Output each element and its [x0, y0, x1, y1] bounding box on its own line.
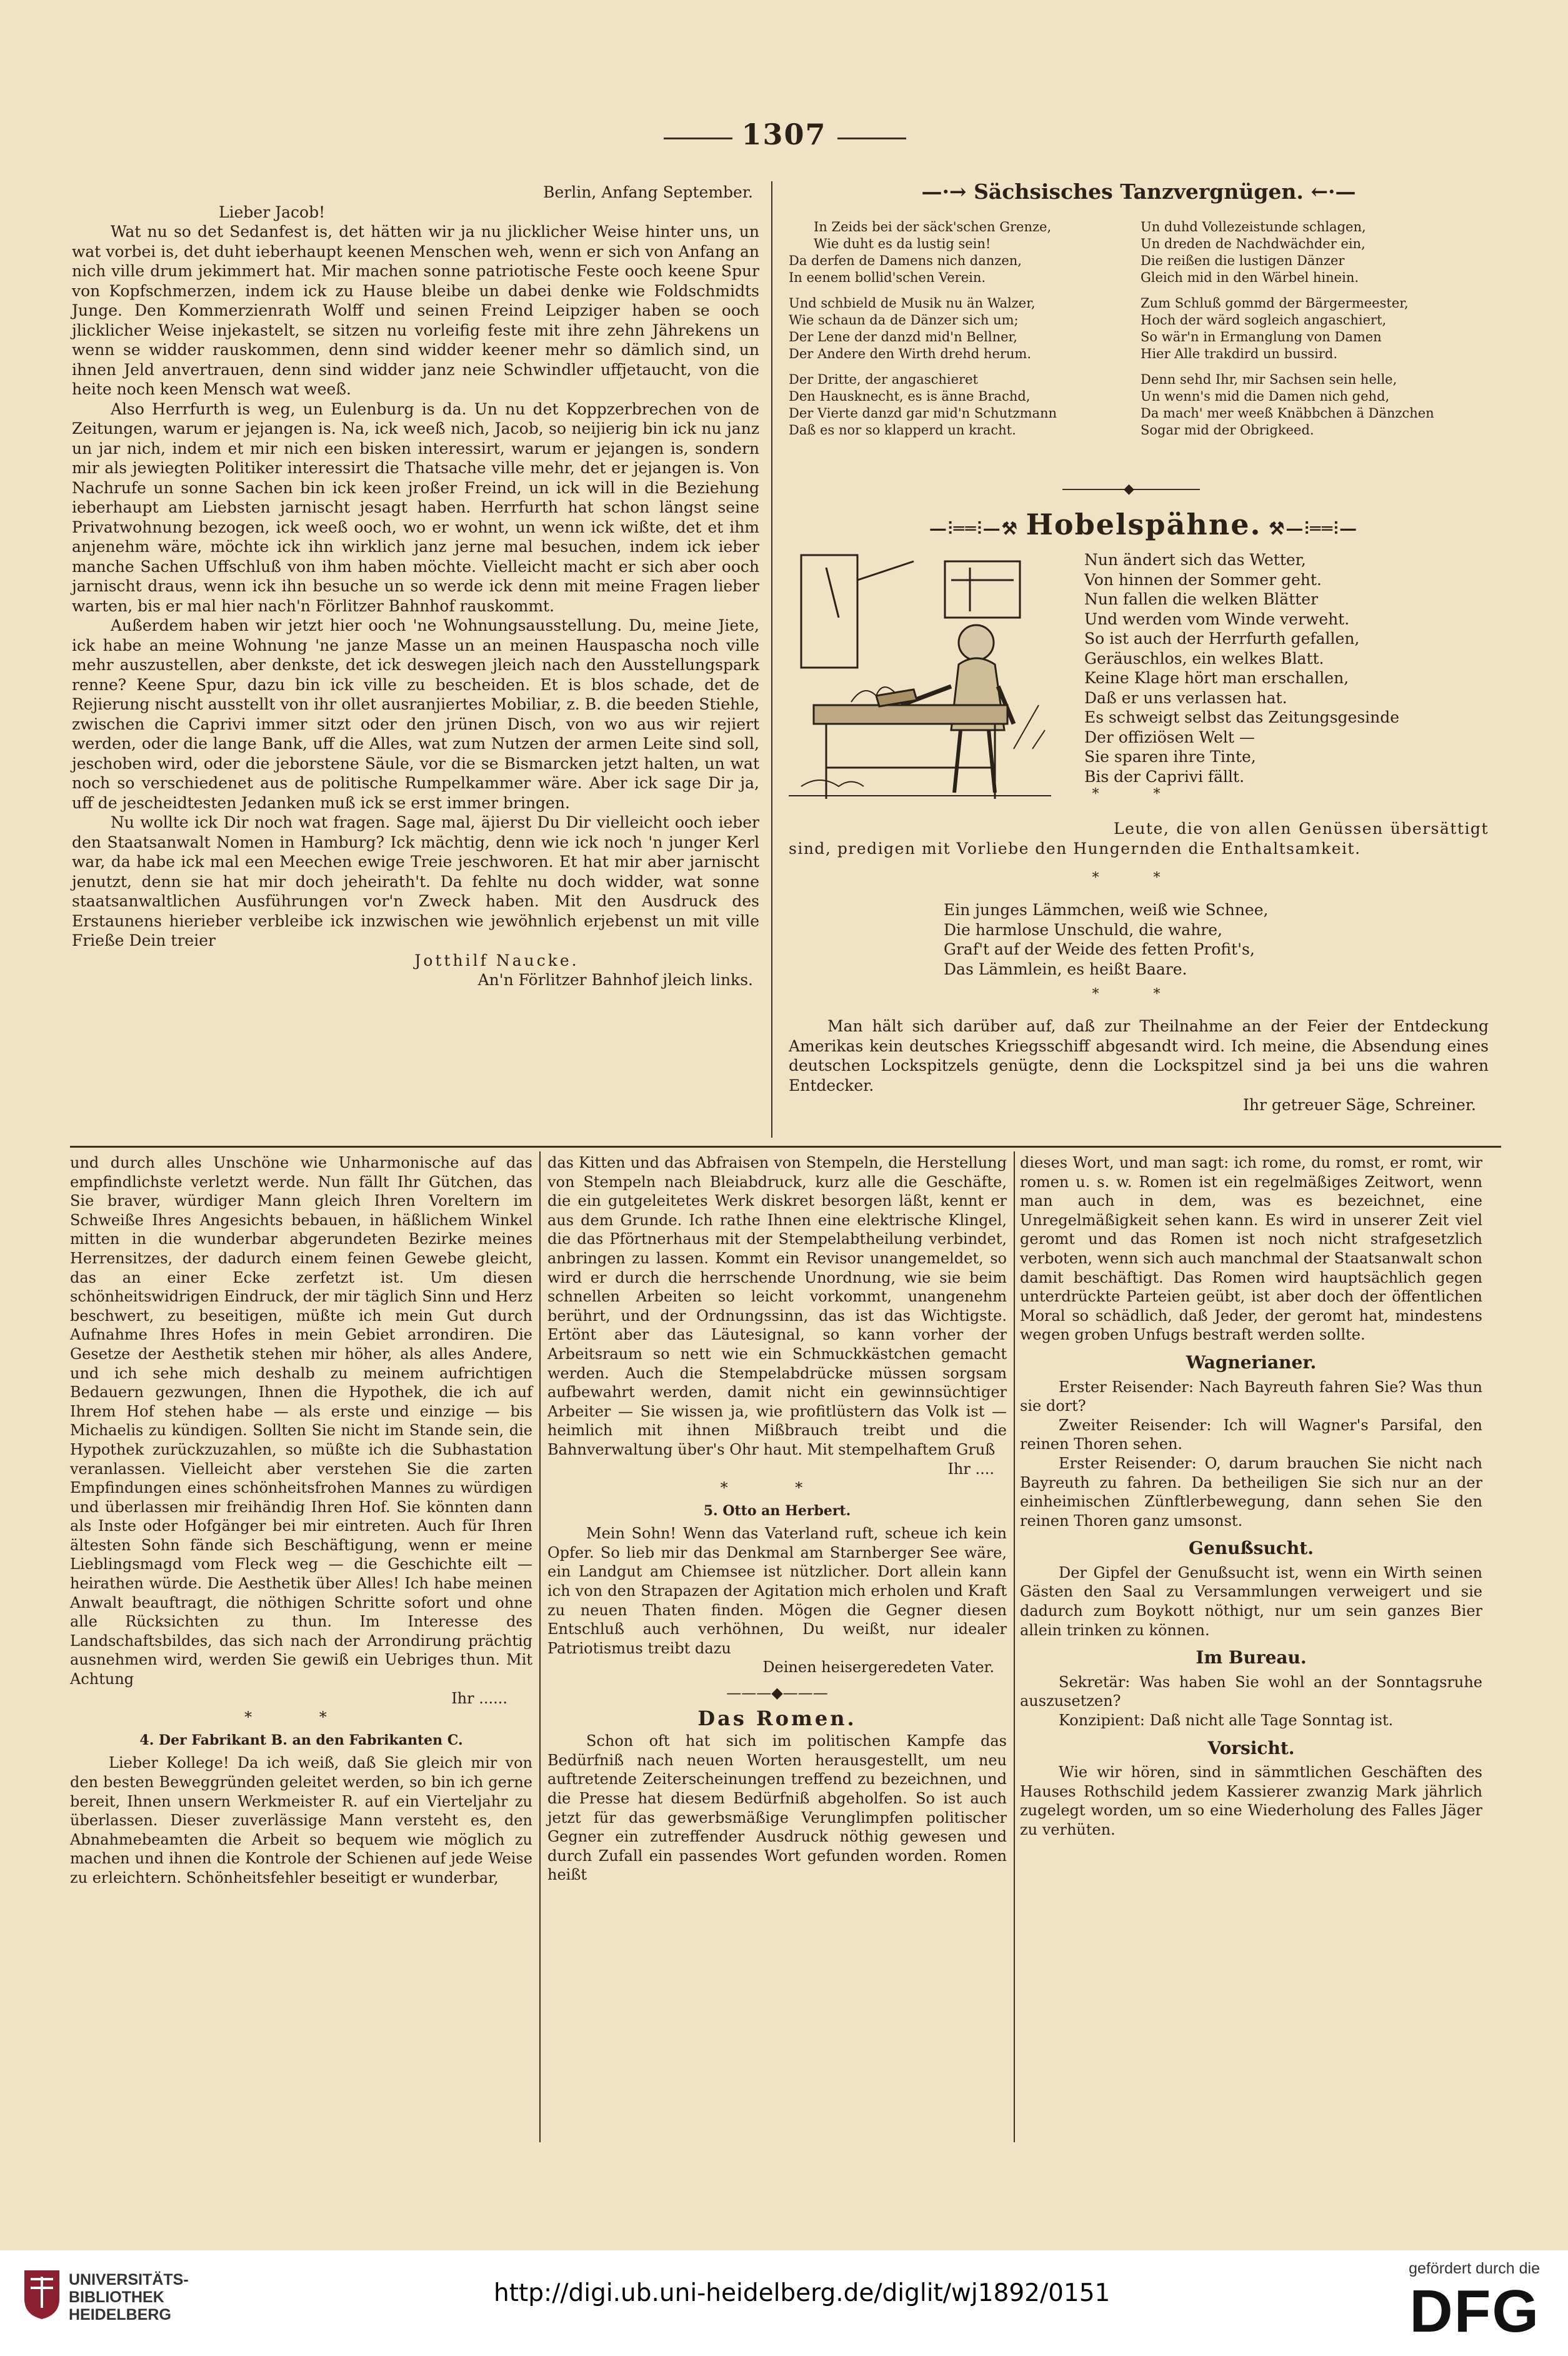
- illus-head: [959, 625, 994, 660]
- tanz-s5-l4: Hier Alle trakdird un bussird.: [1141, 346, 1338, 361]
- column-1: [70, 1153, 532, 1888]
- section-divider: [70, 1146, 1501, 1148]
- hobel-line-3: Nun fallen die welken Blätter: [1084, 590, 1319, 608]
- header-rule-right: [837, 138, 906, 139]
- col3-paragraph-1: dieses Wort, und man sagt: ich rome, du romst, er romt, wir romen u. s. w. Romen ist ein regelmäßiges Zeitwort, wenn man auch in dem, was es bezeichnet, eine Unregelmäßigkeit sehen kann. Es wird in unserer Zeit viel geromt und das Romen ist noch nicht strafgesetzlich verboten, wenn sich auch manchmal der Staatsanwalt schon damit beschäftigt. Das Romen wird hauptsächlich gegen unterdrückte Parteien geübt, ist aber doch der öffentlichen Moral so schädlich, daß Jeder, der geromt hat, mindestens wegen groben Unfugs bestraft werden sollte.: [1020, 1154, 1482, 1344]
- col1-paragraph-1: und durch alles Unschöne wie Unharmonische auf das empfindlichste verletzt werde. Nun fällt Ihr Gütchen, das Sie braver, würdiger Mann gleich Ihren Voreltern im Schweiße Ihres Angesichts bebauen, in häßlichem Winkel mitten in die wunderbar abgerundeten Bezirke meines Herrensitzes, der dadurch einem feinen Gewebe gleicht, das an einer Ecke zerfetzt ist. Um diesen schönheitswidrigen Eindruck, der mir täglich Sinn und Herz beschwert, zu beseitigen, müßte ich mein Gut durch Aufnahme Ihres Hofes in mein Gebiet arrondiren. Die Gesetze der Aesthetik stehen mir höher, als alles Andere, und ich sehe mich deshalb zu meinem aufrichtigen Bedauern gezwungen, Ihnen die Hypothek, die ich auf Ihrem Hof stehen habe — als erste und einzige — bis Michaelis zu kündigen. Sollten Sie nicht im Stande sein, die Hypothek zurückzuzahlen, so müßte ich die Subhastation veranlassen. Vielleicht aber verstehen Sie die zarten Empfindungen eines schönheitsfrohen Mannes zu würdigen und überlassen mir freihändig Ihren Hof. Sie könnten dann als Inste oder Hofgänger bei mir eintreten. Auch für Ihren ältesten Sohn fände sich Beschäftigung, wenn er meine Lieblingsmagd vom Fleck weg — die Geschichte eilt — heirathen würde. Die Aesthetik über Alles! Ich habe meinen Anwalt beauftragt, die nöthigen Schritte sofort und ohne alle Rücksichten zu thun. Im Interesse des Landschaftsbildes, das sich nach der Arrondirung prächtig ausnehmen wird, werden Sie gewiß ein Uebriges thun. Mit Achtung: [70, 1154, 532, 1688]
- column-3: [1020, 1153, 1482, 1840]
- hobel-line-12: Bis der Caprivi fällt.: [1084, 767, 1245, 786]
- tanz-s2-l3: Der Lene der danzd mid'n Bellner,: [789, 329, 1017, 344]
- tanz-poem-right: [1141, 219, 1491, 439]
- bureau-line-1: Sekretär: Was haben Sie wohl an der Sonntagsruhe auszusetzen?: [1020, 1673, 1482, 1710]
- tanz-s1-l3: Da derfen de Damens nich danzen,: [789, 253, 1022, 268]
- letter-place-date: Berlin, Anfang September.: [543, 183, 753, 201]
- tanz-s1-l1: In Zeids bei der säck'schen Grenze,: [814, 219, 1052, 234]
- hobel-signature: Ihr getreuer Säge, Schreiner.: [1243, 1096, 1476, 1114]
- col1-signature: Ihr ......: [451, 1689, 507, 1707]
- tanz-s2-l4: Der Andere den Wirth drehd herum.: [789, 346, 1032, 361]
- letter-signature: Jotthilf Naucke.: [414, 951, 579, 970]
- funded-by-text: gefördert durch die: [1409, 2260, 1540, 2277]
- tanz-s3-l2: Den Hausknecht, es is änne Brachd,: [789, 389, 1031, 404]
- letter-article: [72, 183, 759, 990]
- tanz-s4-l3: Die reißen die lustigen Dänzer: [1141, 253, 1345, 268]
- letter-paragraph-3: Außerdem haben wir jetzt hier ooch 'ne Wohnungsausstellung. Du, meine Jiete, ick habe an meine Wohnung 'ne janze Masse un an meinen Hauspascha noch ville mehr auszustellen, aber denkste, det ick deswegen jleich nach den Ausstellungspark renne? Keene Spur, dazu bin ick ville zu bescheiden. Et is blos schade, det de Rejierung nischt ausstellt von ihr ollet ausranjiertes Mobiliar, z. B. die beeden Stiehle, zwischen die Caprivi immer sitzt oder den jrünen Disch, von wo aus wir rejiert werden, oder die lange Bank, uff die Alles, wat zum Nutzen der armen Leite sind soll, jeschoben wird, oder die jeborstene Säule, vor die se Bismarcken jetzt halten, un wat noch so verschiedenet aus de politische Rumpelkammer wäre. Aber ick sage Dir ja, uff de jescheidtesten Jedanken muß ick se erst immer bringen.: [72, 616, 759, 812]
- hobel-line-1: Nun ändert sich das Wetter,: [1084, 551, 1306, 569]
- tanz-title: [789, 179, 1489, 204]
- hobel-title-text: Hobelspähne.: [1026, 508, 1262, 541]
- col2-paragraph-3: Schon oft hat sich im politischen Kampfe das Bedürfniß nach neuen Worten herausgestellt, um neu auftretende Zeiterscheinungen treffend zu bezeichnen, und die Presse hat diesem Bedürfniß abgeholfen. So ist auch jetzt für das gewerbsmäßige Verunglimpfen politischer Gegner ein zutreffender Ausdruck nöthig gewesen und durch Zufall ein passendes Wort gefunden worden. Romen heißt: [547, 1732, 1007, 1884]
- col2-signature-2: Deinen heisergeredeten Vater.: [762, 1658, 994, 1677]
- university-line-1: UNIVERSITÄTS-: [69, 2271, 189, 2288]
- hobel-stars-2: * *: [1092, 870, 1186, 886]
- hobel-line-11: Sie sparen ihre Tinte,: [1084, 748, 1256, 766]
- university-seal-icon: [22, 2268, 62, 2320]
- romen-title: Das Romen.: [697, 1706, 857, 1730]
- illus-door: [801, 555, 857, 668]
- hobel-line-9: Es schweigt selbst das Zeitungsgesinde: [1084, 708, 1400, 726]
- top-column-divider: [771, 181, 772, 1138]
- hobel-line-2: Von hinnen der Sommer geht.: [1084, 570, 1322, 589]
- hobel-leute-text: Leute, die von allen Genüssen übersättigt sind, predigen mit Vorliebe den Hungernden die Enthaltsamkeit.: [789, 820, 1489, 858]
- tanz-s3-l1: Der Dritte, der angaschieret: [789, 372, 978, 387]
- lamm-line-2: Die harmlose Unschuld, die wahre,: [944, 920, 1222, 939]
- column-divider-1: [539, 1151, 541, 2142]
- dfg-logo: DFG: [1409, 2278, 1540, 2345]
- amerika-text: Man hält sich darüber auf, daß zur Theilnahme an der Feier der Entdeckung Amerikas kein deutsches Kriegsschiff abgesandt wird. Ich meine, die Absendung eines deutschen Lockspitzels genügte, denn die Lockspitzel sind ja bei uns die wahren Entdecker.: [789, 1017, 1489, 1095]
- hobel-stars-1: * *: [1092, 786, 1186, 802]
- university-line-2: BIBLIOTHEK: [69, 2288, 164, 2306]
- tanz-s4-l2: Un dreden de Nachdwächder ein,: [1141, 236, 1366, 251]
- tanz-ornament-left: —·→: [921, 179, 974, 204]
- tanz-s6-l4: Sogar mid der Obrigkeed.: [1141, 423, 1314, 438]
- tanz-s1-l2: Wie duht es da lustig sein!: [814, 236, 991, 251]
- col2-stars: * *: [720, 1479, 834, 1497]
- tanz-s6-l1: Denn sehd Ihr, mir Sachsen sein helle,: [1141, 372, 1397, 387]
- tanz-s3-l3: Der Vierte danzd gar mid'n Schutzmann: [789, 406, 1057, 421]
- tanz-s4-l4: Gleich mid in den Wärbel hinein.: [1141, 270, 1359, 285]
- university-line-3: HEIDELBERG: [69, 2306, 171, 2323]
- col2-paragraph-2: Mein Sohn! Wenn das Vaterland ruft, scheue ich kein Opfer. So lieb mir das Denkmal am Starnberger See wäre, ein Landgut am Chiemsee ist nützlicher. Dort allein kann ich von den Strapazen der Agitation mich erholen und Kraft zu neuen Thaten finden. Mögen die Gegner diesen Entschluß auch verhöhnen, Du weißt, nur idealer Patriotismus treibt dazu: [547, 1525, 1007, 1657]
- letter-paragraph-1: Wat nu so det Sedanfest is, det hätten wir ja nu jlicklicher Weise hinter uns, un wat vorbei is, det duht ieberhaupt keenen Menschen weh, wenn er sich von Anfang an nich ville drum jekimmert hat. Mir machen sonne patriotische Feste ooch keene Spur von Kopfschmerzen, indem ick zu Hause bleibe un dabei denke wie Foldschmidts Junge. Den Kommerzienrath Wolff und seinen Freind Leipziger haben se ooch jlicklicher Weise injekastelt, se sitzen nu vorleifig feste mit ihre zehn Jährekens un wenn se widder rauskommen, denn sind widder keener mehr so dämlich sind, un ihnen Jeld anvertrauen, denn sind widder janz neie Schwindler uffjetaucht, von die heite noch keen Mensch wat weeß.: [72, 223, 759, 398]
- lamm-line-1: Ein junges Lämmchen, weiß wie Schnee,: [944, 901, 1269, 919]
- wagner-line-3: Erster Reisender: O, darum brauchen Sie nicht nach Bayreuth zu fahren. Da betheiligen Sie sich nur an der einheimischen Zünftlerbewegung, dann sehen Sie den reinen Thoren ganz umsonst.: [1020, 1454, 1482, 1530]
- genuss-title: Genußsucht.: [1189, 1538, 1314, 1559]
- hobel-line-10: Der offiziösen Welt —: [1084, 728, 1255, 746]
- col2-paragraph-1: das Kitten und das Abfraisen von Stempeln, die Herstellung von Stempeln nach Bleiabdruck, kurz alle die Geschäfte, die ein gutgeleitetes Werk diskret besorgen läßt, kennt er aus dem Grunde. Ich rathe Ihnen eine elektrische Klingel, die das Pförtnerhaus mit der Stempelabtheilung verbindet, anbringen zu lassen. Kommt ein Revisor unangemeldet, so wird er durch die herrschende Unordnung, wie sie beim schnellen Arbeiten so leicht vorkommt, unangenehm berührt, und der Ordnungssinn, das ist das Wichtigste. Ertönt aber das Läutesignal, so kann vorher der Arbeitsraum so nett wie ein Schmuckkästchen gemacht werden. Auch die Stempelabdrücke müssen sorgsam aufbewahrt werden, damit nicht ein gewinnsüchtiger Arbeiter — Sie wissen ja, wie profitlüstern das Volk ist — heimlich mit ihnen Mißbrauch treibt und die Bahnverwaltung über's Ohr haut. Mit stempelhaftem Gruß: [547, 1154, 1007, 1458]
- tanz-s5-l1: Zum Schluß gommd der Bärgermeester,: [1141, 296, 1409, 311]
- illus-workbench: [814, 705, 1007, 724]
- hobel-line-6: Geräuschlos, ein welkes Blatt.: [1084, 649, 1324, 668]
- hobel-line-8: Daß er uns verlassen hat.: [1084, 688, 1287, 707]
- lamm-poem: [944, 900, 1381, 979]
- tanz-s2-l2: Wie schaun da de Dänzer sich um;: [789, 313, 1019, 328]
- letter-salutation: Lieber Jacob!: [219, 203, 326, 221]
- tanz-poem-left: [789, 219, 1126, 439]
- lamm-line-3: Graf't auf der Weide des fetten Profit's,: [944, 940, 1255, 958]
- tanz-end-ornament: ◆: [1124, 481, 1134, 497]
- col1-stars: * *: [244, 1708, 358, 1727]
- vorsicht-title: Vorsicht.: [1207, 1737, 1295, 1758]
- page-number: 1307: [741, 118, 827, 151]
- hobel-title: [925, 508, 1362, 541]
- col1-paragraph-2: Lieber Kollege! Da ich weiß, daß Sie gleich mir von den besten Beweggründen geleitet werden, so bin ich gerne bereit, Ihnen unsern Werkmeister R. auf ein Vierteljahr zu überlassen. Dieser zuverlässige Mann versteht es, den Abnahmebeamten die Arbeit so bequem wie möglich zu machen und ihnen die Kontrole der Schienen auf jede Weise zu erleichtern. Schönheitsfehler beseitigt er wunderbar,: [70, 1754, 532, 1887]
- wagner-line-2: Zweiter Reisender: Ich will Wagner's Parsifal, den reinen Thoren sehen.: [1020, 1416, 1482, 1453]
- carpenter-illustration: [789, 543, 1051, 811]
- hobel-stars-3: * *: [1092, 986, 1186, 1002]
- hobel-ornament-left: —⫶══⫶—⚒: [929, 518, 1026, 539]
- tanz-s5-l3: So wär'n in Ermanglung von Damen: [1141, 329, 1382, 344]
- letter-paragraph-4: Nu wollte ick Dir noch wat fragen. Sage mal, äjierst Du Dir vielleicht ooch ieber den Staatsanwalt Nomen in Hamburg? Ick mächtig, denn wie ick noch 'n junger Kerl war, da habe ick mal een Meechen ewige Treie jeschworen. Et hat mir aber jarnischt jenutzt, denn sie hat mir doch jeheirath't. Da fehlte nu doch widder, wat sonne staatsanwaltlichen Ausführungen vor'n Zweck haben. Mit den Ausdruck des Erstaunens hierieber verbleibe ick inzwischen wie jewöhnlich erjebenst un mit ville Frieße Dein treier: [72, 813, 759, 950]
- letter-postscript: An'n Förlitzer Bahnhof jleich links.: [477, 971, 753, 989]
- tanz-s2-l1: Und schbield de Musik nu än Walzer,: [789, 296, 1036, 311]
- col2-heading-5: 5. Otto an Herbert.: [703, 1502, 851, 1519]
- col2-signature: Ihr ....: [947, 1460, 994, 1478]
- tanz-s3-l4: Daß es nor so klapperd un kracht.: [789, 423, 1016, 438]
- vorsicht-paragraph: Wie wir hören, sind in sämmtlichen Geschäften des Hauses Rothschild jedem Kassierer zwanzig Mark jährlich zugelegt worden, um so eine Wiederholung des Falles Jäger zu verhüten.: [1020, 1763, 1482, 1838]
- tanz-s6-l2: Un wenn's mid die Damen nich gehd,: [1141, 389, 1390, 404]
- genuss-paragraph: Der Gipfel der Genußsucht ist, wenn ein Wirth seinen Gästen den Saal zu Versammlungen verweigert und sie dadurch zum Boykott nöthigt, nur um sein ganzes Bier allein trinken zu können.: [1020, 1563, 1482, 1639]
- column-2: [547, 1153, 1007, 1885]
- hobel-leute: [789, 819, 1489, 858]
- hobel-line-7: Keine Klage hört man erschallen,: [1084, 669, 1349, 687]
- tanz-s5-l2: Hoch der wärd sogleich angaschiert,: [1141, 313, 1387, 328]
- col1-heading-4: 4. Der Fabrikant B. an den Fabrikanten C.: [139, 1732, 463, 1748]
- university-name: [69, 2271, 189, 2323]
- tanz-ornament-right: ←·—: [1303, 179, 1356, 204]
- amerika-paragraph: [789, 1016, 1489, 1115]
- source-url[interactable]: http://digi.ub.uni-heidelberg.de/diglit/wj1892/0151: [494, 2279, 1111, 2307]
- column-divider-2: [1014, 1151, 1015, 2142]
- letter-paragraph-2: Also Herrfurth is weg, un Eulenburg is da. Un nu det Koppzerbrechen von de Zeitungen, warum er jejangen is. Na, ick weeß nich, Jacob, so neijierig bin ick nu janz un jar nich, indem et mir nich een bisken interessirt, warum er jejangen is, sondern mir als jewiegten Politiker interessirt die Thatsache ville mehr, det er jejangen is. Von Nachrufe un sonne Sachen bin ick keen jroßer Freind, un ick will in die Beziehung ieberhaupt am Liebsten jarnischt jesagt haben. Herrfurth hat schon längst seine Privatwohnung bezogen, ick weeß ooch, wo er wohnt, un wenn ick wißte, det et ihm anjenehm wäre, möchte ick ihn wirklich janz jerne mal besuchen, indem ick ieber manche Sachen Uffschluß von ihm haben möchte. Vielleicht macht er sich aber ooch jarnischt draus, wenn ick ihn besuche un so werde ick denn mit meine Fragen lieber warten, bis er mal hier nach'n Förlitzer Bahnhof rauskommt.: [72, 399, 759, 615]
- wagner-line-1: Erster Reisender: Nach Bayreuth fahren Sie? Was thun sie dort?: [1020, 1378, 1482, 1415]
- hobel-line-4: Und werden vom Winde verweht.: [1084, 609, 1350, 628]
- tanz-s1-l4: In eenem bollid'schen Verein.: [789, 270, 986, 285]
- lamm-line-4: Das Lämmlein, es heißt Baare.: [944, 960, 1187, 978]
- tanz-s4-l1: Un duhd Vollezeistunde schlagen,: [1141, 219, 1366, 234]
- wagner-title: Wagnerianer.: [1186, 1351, 1317, 1373]
- bureau-line-2: Konzipient: Daß nicht alle Tage Sonntag ist.: [1059, 1712, 1394, 1730]
- bureau-title: Im Bureau.: [1196, 1647, 1307, 1668]
- tanz-s6-l3: Da mach' mer weeß Knäbbchen ä Dänzchen: [1141, 406, 1434, 421]
- hobel-poem: [1084, 550, 1491, 786]
- col2-rule: ———◆———: [726, 1684, 828, 1702]
- hobel-ornament-right: ⚒—⫶══⫶—: [1261, 518, 1359, 539]
- hobel-line-5: So ist auch der Herrfurth gefallen,: [1084, 629, 1360, 648]
- tanz-title-text: Sächsisches Tanzvergnügen.: [974, 179, 1304, 204]
